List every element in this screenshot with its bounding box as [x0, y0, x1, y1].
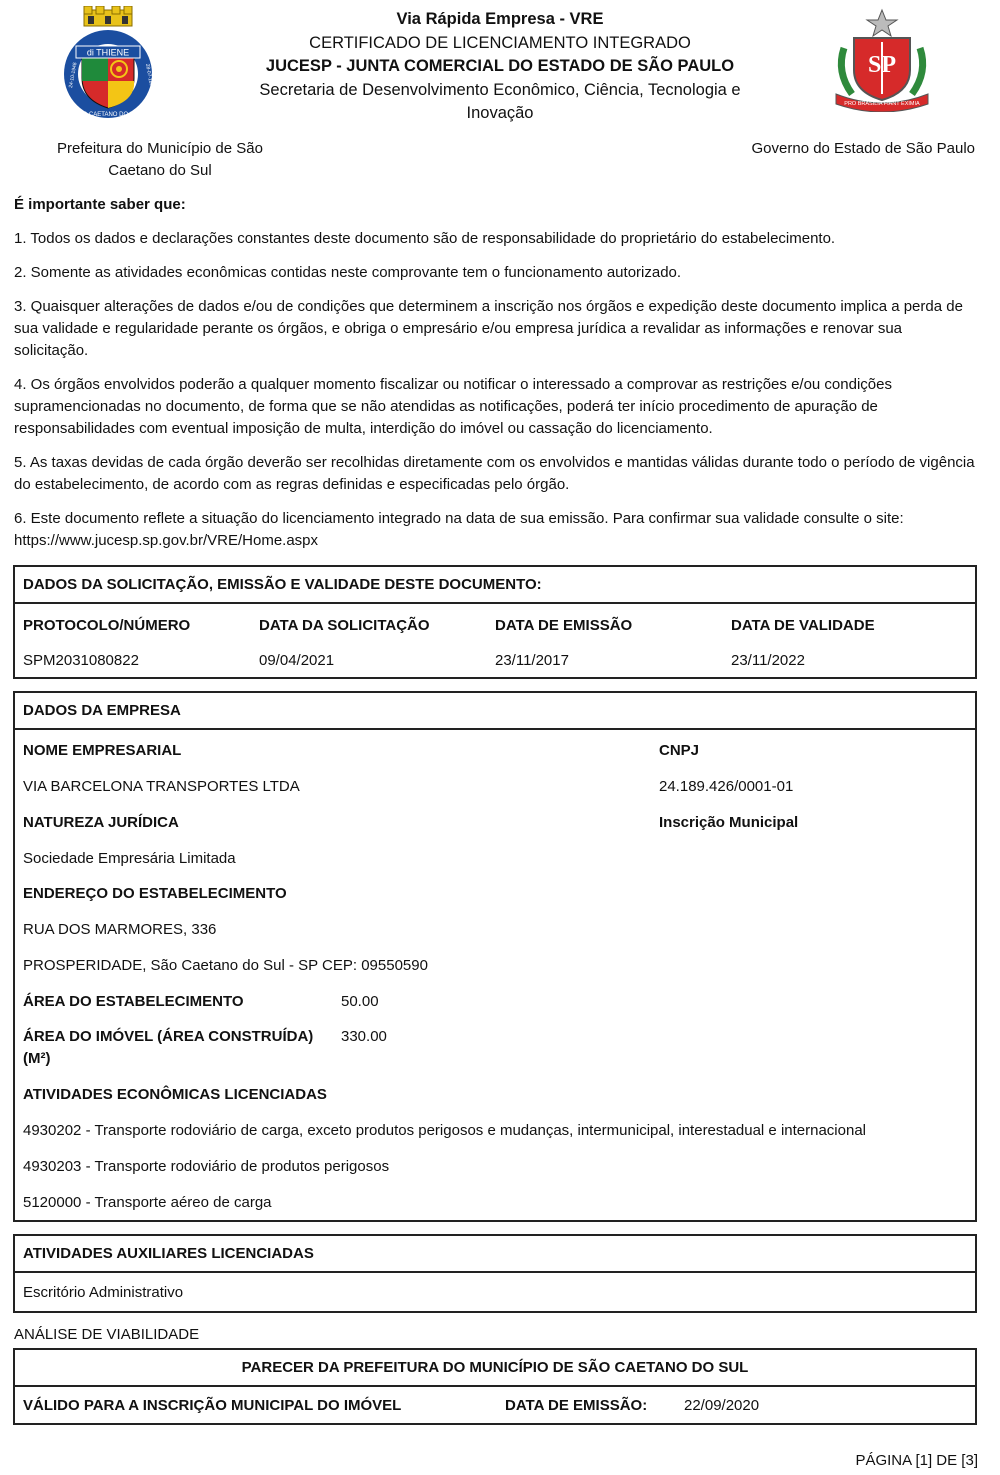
svg-text:24-10-1948: 24-10-1948 [68, 62, 79, 89]
parecer-section [13, 1348, 977, 1425]
important-notices [14, 194, 980, 564]
sao-paulo-state-coat-of-arms-icon [830, 8, 934, 112]
header-certificate-name: CERTIFICADO DE LICENCIAMENTO INTEGRADO [309, 33, 691, 52]
sao-caetano-coat-of-arms-icon [62, 6, 154, 122]
natureza-juridica-label: NATUREZA JURÍDICA [23, 814, 179, 831]
area-estabelecimento-label: ÁREA DO ESTABELECIMENTO [23, 993, 244, 1010]
header-secretaria-cont: Inovação [466, 104, 534, 122]
parecer-title: PARECER DA PREFEITURA DO MUNICÍPIO DE SÃO CAETANO DO SUL [15, 1350, 975, 1387]
area-estabelecimento-value: 50.00 [341, 993, 379, 1010]
empresa-title: DADOS DA EMPRESA [15, 693, 975, 730]
cnpj-label: CNPJ [659, 742, 700, 759]
atividades-auxiliares-value: Escritório Administrativo [23, 1284, 184, 1301]
natureza-juridica-value: Sociedade Empresária Limitada [23, 850, 236, 867]
data-solicitacao-value: 09/04/2021 [259, 652, 335, 669]
svg-text:di THIENE: di THIENE [86, 47, 130, 58]
notice-item: 2. Somente as atividades econômicas contidas neste comprovante tem o funcionamento autorizado. [14, 264, 682, 281]
solicitacao-section [13, 565, 977, 679]
solicitacao-headers [15, 613, 975, 639]
svg-text:SÃO CAETANO DO SUL: SÃO CAETANO DO SUL [74, 112, 142, 118]
solicitacao-values [15, 649, 975, 673]
atividade-item: 5120000 - Transporte aéreo de carga [23, 1194, 272, 1211]
data-solicitacao-label: DATA DA SOLICITAÇÃO [259, 617, 430, 634]
prefeitura-label-line2: Caetano do Sul [108, 162, 212, 179]
svg-text:PRO BRASILIA FIANT EXIMIA: PRO BRASILIA FIANT EXIMIA [844, 101, 920, 107]
parecer-data-emissao-label: DATA DE EMISSÃO: [505, 1397, 648, 1414]
data-emissao-label: DATA DE EMISSÃO [495, 617, 633, 634]
governo-label: Governo do Estado de São Paulo [751, 140, 975, 157]
endereco-label: ENDEREÇO DO ESTABELECIMENTO [23, 885, 287, 902]
inscricao-municipal-label: Inscrição Municipal [659, 814, 799, 831]
area-imovel-label-line2: (M²) [23, 1050, 51, 1067]
analise-viabilidade-label: ANÁLISE DE VIABILIDADE [14, 1326, 200, 1343]
data-emissao-value: 23/11/2017 [495, 652, 569, 669]
area-imovel-value: 330.00 [341, 1028, 387, 1045]
atividades-economicas-label: ATIVIDADES ECONÔMICAS LICENCIADAS [23, 1086, 327, 1103]
prefeitura-label [30, 138, 290, 182]
protocolo-value: SPM2031080822 [23, 652, 139, 669]
document-header [195, 8, 805, 126]
svg-text:28-07-1877: 28-07-1877 [144, 63, 154, 90]
notice-item: 4. Os órgãos envolvidos poderão a qualquer momento fiscalizar ou notificar o interessado a comprovar as restrições e/ou condições supramencionadas no documento, de forma que se não atendidas as notificações, poderá ter início procedimento de apuração de responsabilidades com eventual imposição de multa, interdição do imóvel ou cassação do licenciamento. [14, 376, 892, 437]
solicitacao-title: DADOS DA SOLICITAÇÃO, EMISSÃO E VALIDADE DESTE DOCUMENTO: [15, 567, 975, 604]
protocolo-label: PROTOCOLO/NÚMERO [23, 617, 191, 634]
header-title: Via Rápida Empresa - VRE [396, 10, 604, 28]
area-imovel-label-line1: ÁREA DO IMÓVEL (ÁREA CONSTRUÍDA) [23, 1028, 314, 1045]
notices-intro: É importante saber que: [14, 196, 186, 213]
data-validade-label: DATA DE VALIDADE [731, 617, 875, 634]
header-secretaria: Secretaria de Desenvolvimento Econômico, Ciência, Tecnologia e [259, 80, 741, 99]
empresa-section [13, 691, 977, 1222]
cnpj-value: 24.189.426/0001-01 [659, 778, 794, 795]
nome-empresarial-label: NOME EMPRESARIAL [23, 742, 182, 759]
prefeitura-label-line1: Prefeitura do Município de São [57, 140, 263, 157]
endereco-line1: RUA DOS MARMORES, 336 [23, 921, 217, 938]
atividade-item: 4930202 - Transporte rodoviário de carga, exceto produtos perigosos e mudanças, intermunicipal, interestadual e internacional [23, 1122, 867, 1139]
nome-empresarial-value: VIA BARCELONA TRANSPORTES LTDA [23, 778, 300, 795]
valido-inscricao-label: VÁLIDO PARA A INSCRIÇÃO MUNICIPAL DO IMÓVEL [23, 1397, 402, 1414]
atividade-item: 4930203 - Transporte rodoviário de produtos perigosos [23, 1158, 390, 1175]
page-number: PÁGINA [1] DE [3] [855, 1452, 978, 1469]
atividades-auxiliares-title: ATIVIDADES AUXILIARES LICENCIADAS [15, 1236, 975, 1273]
area-imovel-label [23, 1026, 313, 1070]
atividades-auxiliares-section [13, 1234, 977, 1313]
data-validade-value: 23/11/2022 [731, 652, 805, 669]
notice-item: 1. Todos os dados e declarações constantes deste documento são de responsabilidade do proprietário do estabelecimento. [14, 230, 836, 247]
svg-text:SP: SP [867, 52, 897, 78]
notice-item: 6. Este documento reflete a situação do licenciamento integrado na data de sua emissão. Para confirmar sua validade consulte o site: https://www.jucesp.sp.gov.br/VRE/Home.aspx [14, 510, 904, 549]
parecer-data-emissao-value: 22/09/2020 [684, 1397, 760, 1414]
header-jucesp: JUCESP - JUNTA COMERCIAL DO ESTADO DE SÃO PAULO [265, 57, 735, 75]
notice-item: 3. Quaisquer alterações de dados e/ou de condições que determinem a inscrição nos órgãos e expedição deste documento implica a perda de sua validade e regularidade perante os órgãos, e obriga o empresário e/ou empresa jurídica a revalidar as informações e renovar sua solicitação. [14, 298, 963, 359]
notice-item: 5. As taxas devidas de cada órgão deverão ser recolhidas diretamente com os envolvidos e mantidas válidas durante todo o período de vigência do estabelecimento, de acordo com as regras definidas e especificadas pelo órgão. [14, 454, 975, 493]
parecer-row [15, 1387, 975, 1425]
endereco-line2: PROSPERIDADE, São Caetano do Sul - SP CEP: 09550590 [23, 957, 428, 974]
